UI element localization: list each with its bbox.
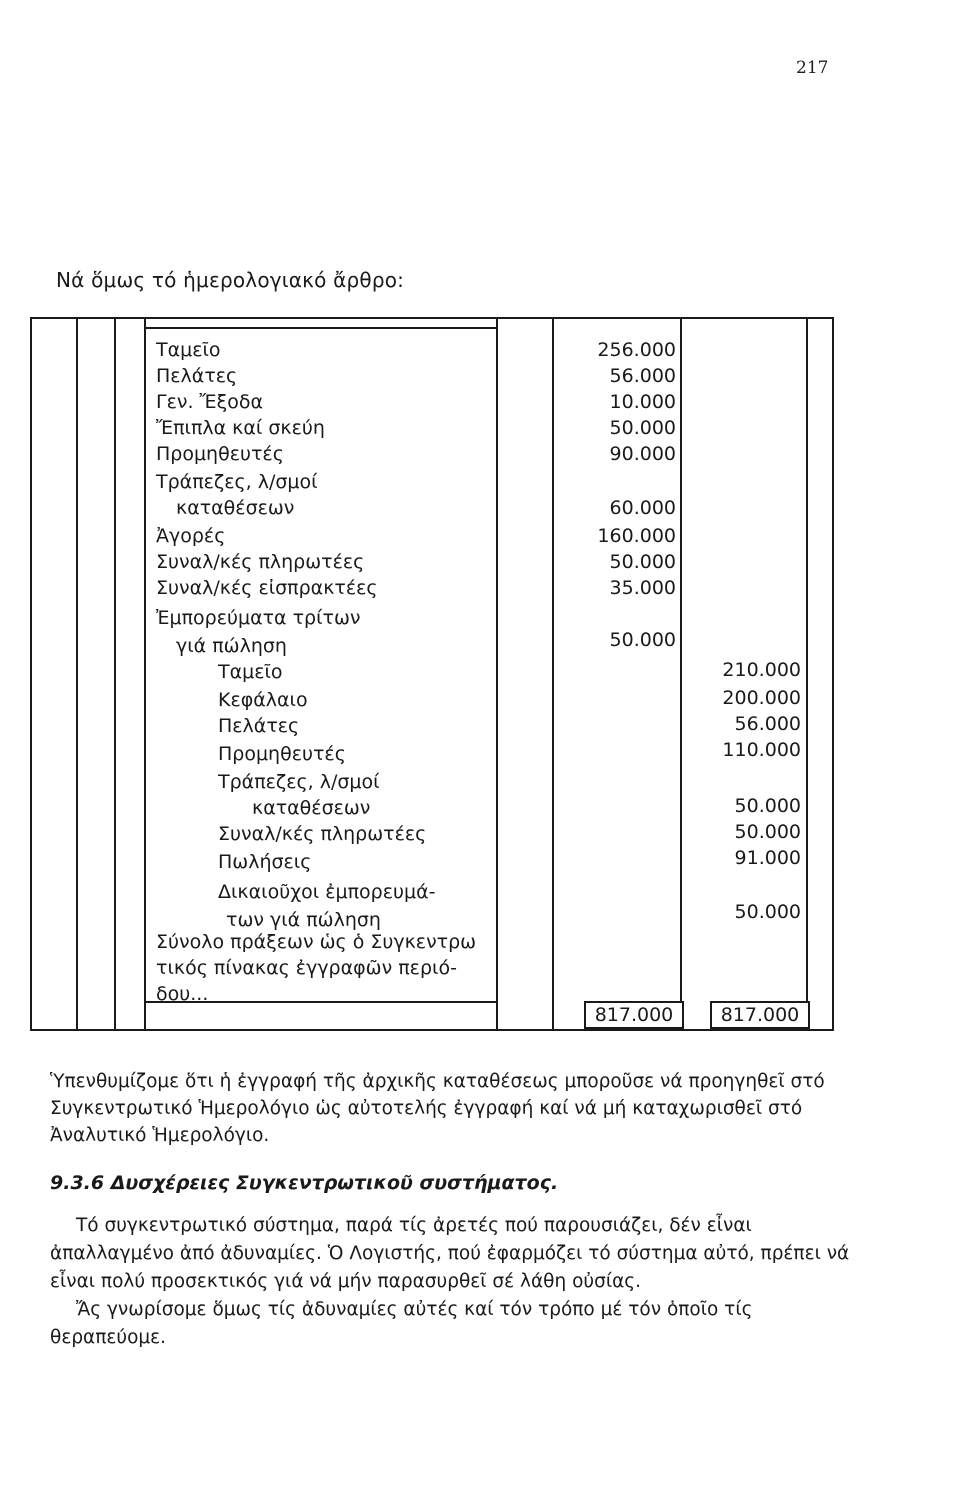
debit-account: Ἐμπορεύματα τρίτων [156,607,361,629]
debit-account: Συναλ/κές εἰσπρακτέες [156,577,378,599]
debit-amount: 160.000 [597,525,676,547]
debit-account: Γεν. Ἔξοδα [156,391,263,413]
credit-account: Πελάτες [218,715,300,737]
credit-amount: 56.000 [734,713,801,735]
table-top-rule [30,317,834,319]
credit-account: Τράπεζες, λ/σμοί [218,771,380,793]
entry-description: Σύνολο πράξεων ὡς ὁ Συγκεντρω [156,931,477,953]
table-rule-description [496,317,498,1031]
credit-amount: 200.000 [722,687,801,709]
credit-account: Ταμεῖο [218,661,283,683]
page-number: 217 [796,58,829,78]
debit-account: Προμηθευτές [156,443,284,465]
debit-account: Τράπεζες, λ/σμοί [156,471,318,493]
credit-amount: 110.000 [722,739,801,761]
debit-amount: 256.000 [597,339,676,361]
total-credit: 817.000 [710,1001,810,1029]
table-bottom-rule [30,1029,834,1031]
entry-description: τικός πίνακας ἐγγραφῶν περιό- [156,957,457,979]
credit-account: Πωλήσεις [218,851,312,873]
credit-account-cont: καταθέσεων [252,797,371,819]
paragraph: Ἄς γνωρίσομε ὅμως τίς ἀδυναμίες αὐτές καί τόν τρόπο μέ τόν ὁποῖο τίς θεραπεύομε. [50,1299,753,1348]
table-rule-debit [552,317,554,1031]
table-rule-ledger-1 [144,317,146,1031]
credit-account: Κεφάλαιο [218,689,308,711]
table-rule-date-2 [114,317,116,1031]
credit-account: Δικαιοῦχοι ἐμπορευμά- [218,881,436,903]
table-rule-credit-end [806,317,808,1031]
debit-amount: 35.000 [609,577,676,599]
table-border-right [832,317,834,1031]
debit-amount: 50.000 [609,551,676,573]
intro-text: Νά ὅμως τό ἡμερολογιακό ἄρθρο: [56,268,405,292]
debit-account: Ἀγορές [156,525,226,547]
credit-account: Προμηθευτές [218,743,346,765]
entry-description: δου... [156,983,209,1005]
debit-account: Ἔπιπλα καί σκεύη [156,417,325,439]
total-debit: 817.000 [584,1001,684,1029]
table-rule-credit [680,317,682,1031]
table-rule-date-1 [76,317,78,1031]
debit-amount: 50.000 [609,629,676,651]
debit-account: Πελάτες [156,365,238,387]
debit-amount: 60.000 [609,497,676,519]
credit-account-cont: των γιά πώληση [226,909,381,931]
reminder-paragraph: Ὑπενθυμίζομε ὅτι ἡ ἐγγραφή τῆς ἀρχικῆς καταθέσεως μποροῦσε νά προηγηθεῖ στό Συγκεντρωτικό Ἡμερολόγιο ὡς αὐτοτελής ἐγγραφή καί νά μή καταχωρισθεῖ στό Ἀναλυτικό Ἡμερολόγιο. [50,1071,825,1146]
body-text [50,1212,850,1352]
debit-amount: 10.000 [609,391,676,413]
credit-amount: 210.000 [722,659,801,681]
journal-entry-table [30,317,834,1031]
table-border-left [30,317,32,1031]
debit-account: Συναλ/κές πληρωτέες [156,551,365,573]
debit-amount: 50.000 [609,417,676,439]
debit-account-cont: καταθέσεων [176,497,295,519]
credit-amount: 50.000 [734,821,801,843]
credit-account: Συναλ/κές πληρωτέες [218,823,427,845]
debit-account-cont: γιά πώληση [176,635,287,657]
credit-amount: 50.000 [734,795,801,817]
entry-top-rule [146,327,496,329]
credit-amount: 91.000 [734,847,801,869]
debit-account: Ταμεῖο [156,339,221,361]
paragraph: Τό συγκεντρωτικό σύστημα, παρά τίς ἀρετές πού παρουσιάζει, δέν εἶναι ἀπαλλαγμένο ἀπό ἀδυναμίες. Ὁ Λογιστής, πού ἐφαρμόζει τό σύστημα αὐτό, πρέπει νά εἶναι πολύ προσεκτικός γιά νά μήν παρασυρθεῖ σέ λάθη οὐσίας. [50,1215,850,1292]
debit-amount: 56.000 [609,365,676,387]
credit-amount: 50.000 [734,901,801,923]
section-heading: 9.3.6 Δυσχέρειες Συγκεντρωτικοῦ συστήματος. [50,1172,559,1194]
debit-amount: 90.000 [609,443,676,465]
